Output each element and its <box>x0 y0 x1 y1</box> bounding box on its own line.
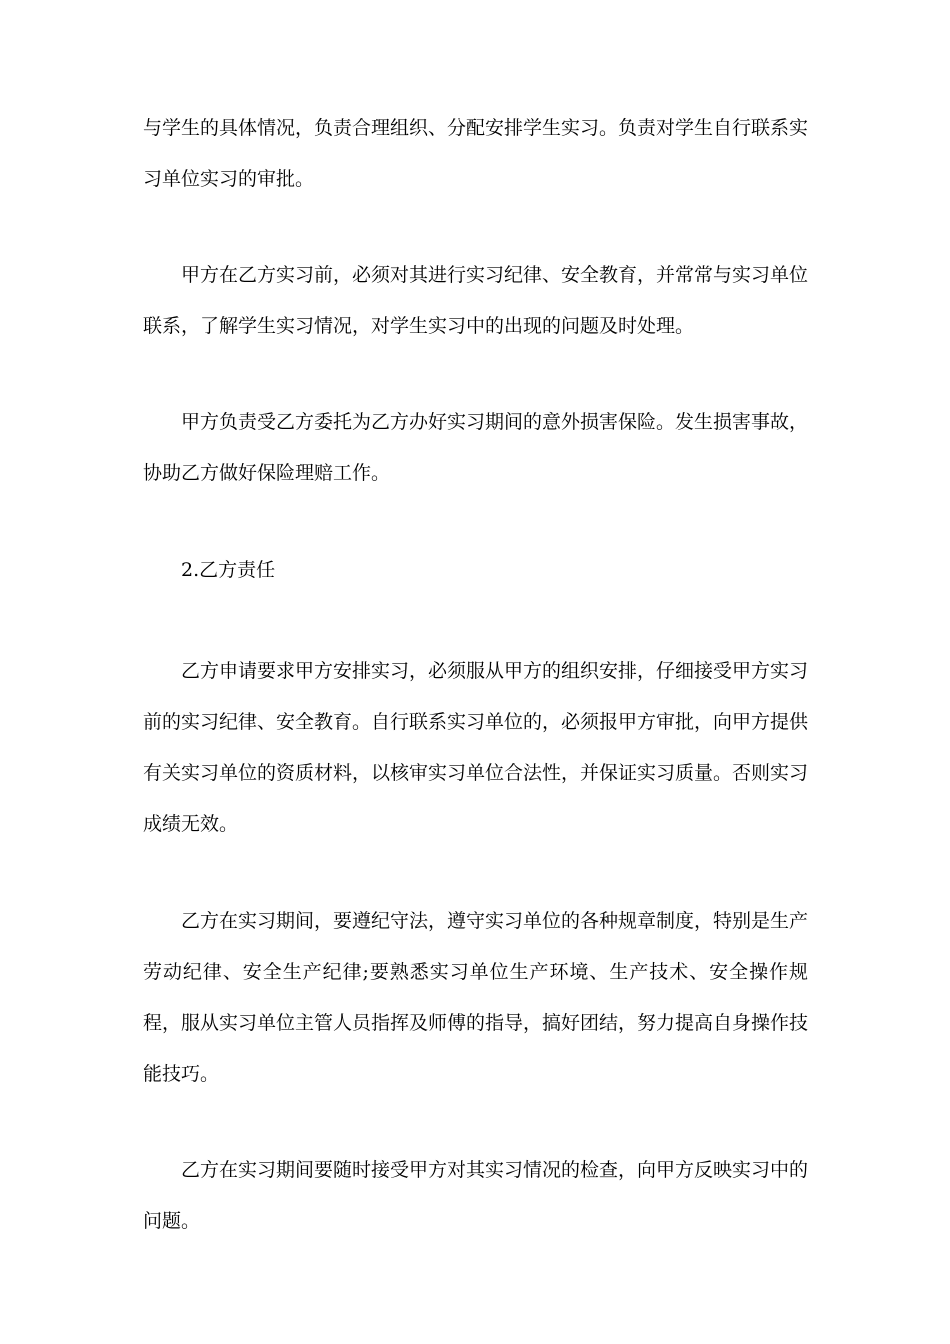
paragraph-inspection: 乙方在实习期间要随时接受甲方对其实习情况的检查，向甲方反映实习中的问题。 <box>143 1159 809 1232</box>
paragraph-discipline-rules: 乙方在实习期间，要遵纪守法，遵守实习单位的各种规章制度，特别是生产劳动纪律、安全生产纪律;要熟悉实习单位生产环境、生产技术、安全操作规程，服从实习单位主管人员指挥及师傅的指导，搞好团结，努力提高自身操作技能技巧。 <box>143 910 809 1085</box>
paragraph-pre-internship-education: 甲方在乙方实习前，必须对其进行实习纪律、安全教育，并常常与实习单位联系，了解学生实习情况，对学生实习中的出现的问题及时处理。 <box>143 264 809 337</box>
paragraph-application-approval: 乙方申请要求甲方安排实习，必须服从甲方的组织安排，仔细接受甲方实习前的实习纪律、安全教育。自行联系实习单位的，必须报甲方审批，向甲方提供有关实习单位的资质材料，以核审实习单位合法性，并保证实习质量。否则实习成绩无效。 <box>143 660 809 835</box>
section-heading-party-b-responsibility: 2.乙方责任 <box>181 559 276 581</box>
paragraph-student-arrangement: 与学生的具体情况，负责合理组织、分配安排学生实习。负责对学生自行联系实习单位实习的审批。 <box>143 117 809 190</box>
paragraph-insurance: 甲方负责受乙方委托为乙方办好实习期间的意外损害保险。发生损害事故，协助乙方做好保险理赔工作。 <box>143 411 809 484</box>
